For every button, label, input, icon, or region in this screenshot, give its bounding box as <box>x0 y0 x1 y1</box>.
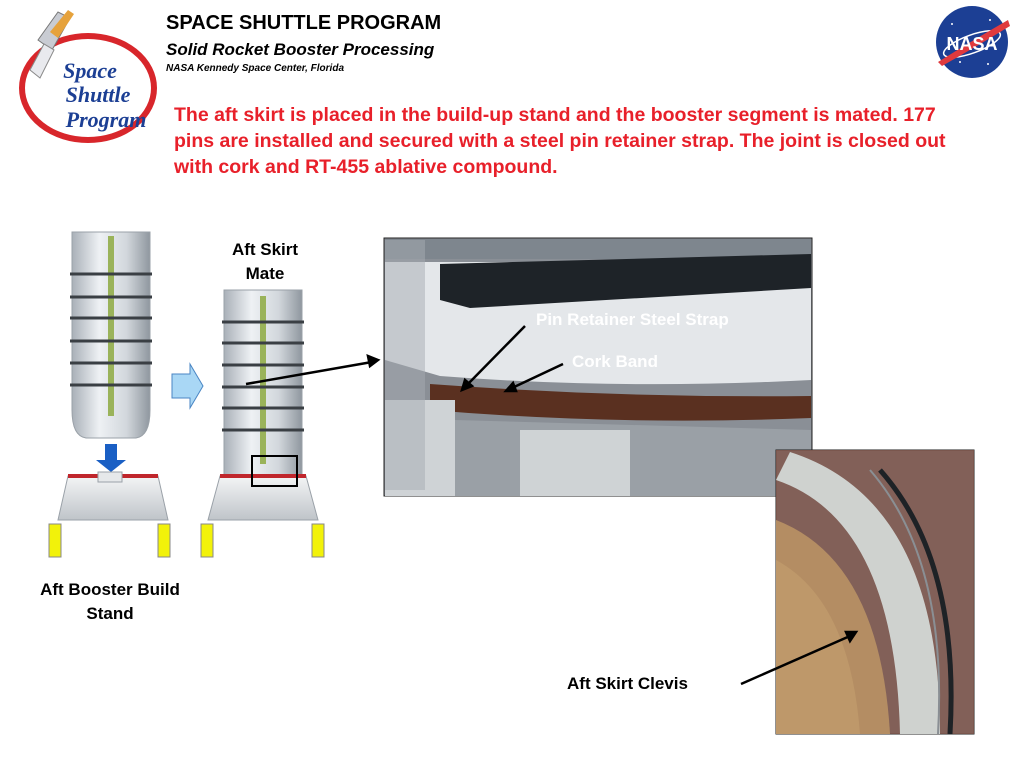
cork-band-label: Cork Band <box>572 352 658 371</box>
svg-text:Space: Space <box>63 58 117 83</box>
pin-retainer-label: Pin Retainer Steel Strap <box>536 310 729 329</box>
lower-arrow-icon <box>96 444 126 472</box>
process-description: The aft skirt is placed in the build-up stand and the booster segment is mated. 177 pins are installed and secured with a steel pin retainer strap. The joint is closed out with cork and RT-455 ablative compound. <box>174 104 946 178</box>
svg-text:Shuttle: Shuttle <box>65 82 131 107</box>
aft-skirt-mate-caption: Aft Skirt Mate <box>231 240 299 283</box>
clevis-photo <box>776 450 974 734</box>
program-title: SPACE SHUTTLE PROGRAM <box>166 12 442 34</box>
location-text: NASA Kennedy Space Center, Florida <box>166 63 345 74</box>
svg-text:NASA: NASA <box>946 34 998 54</box>
left-booster-segment <box>70 232 152 438</box>
aft-booster-build-stand-caption: Aft Booster Build Stand <box>40 580 180 623</box>
page-subtitle: Solid Rocket Booster Processing <box>166 40 435 59</box>
svg-text:Program: Program <box>65 107 147 132</box>
mated-booster-assembly <box>201 290 324 557</box>
mate-arrow-icon <box>172 364 203 408</box>
aft-skirt-clevis-label: Aft Skirt Clevis <box>567 674 688 693</box>
left-build-stand <box>49 472 170 557</box>
